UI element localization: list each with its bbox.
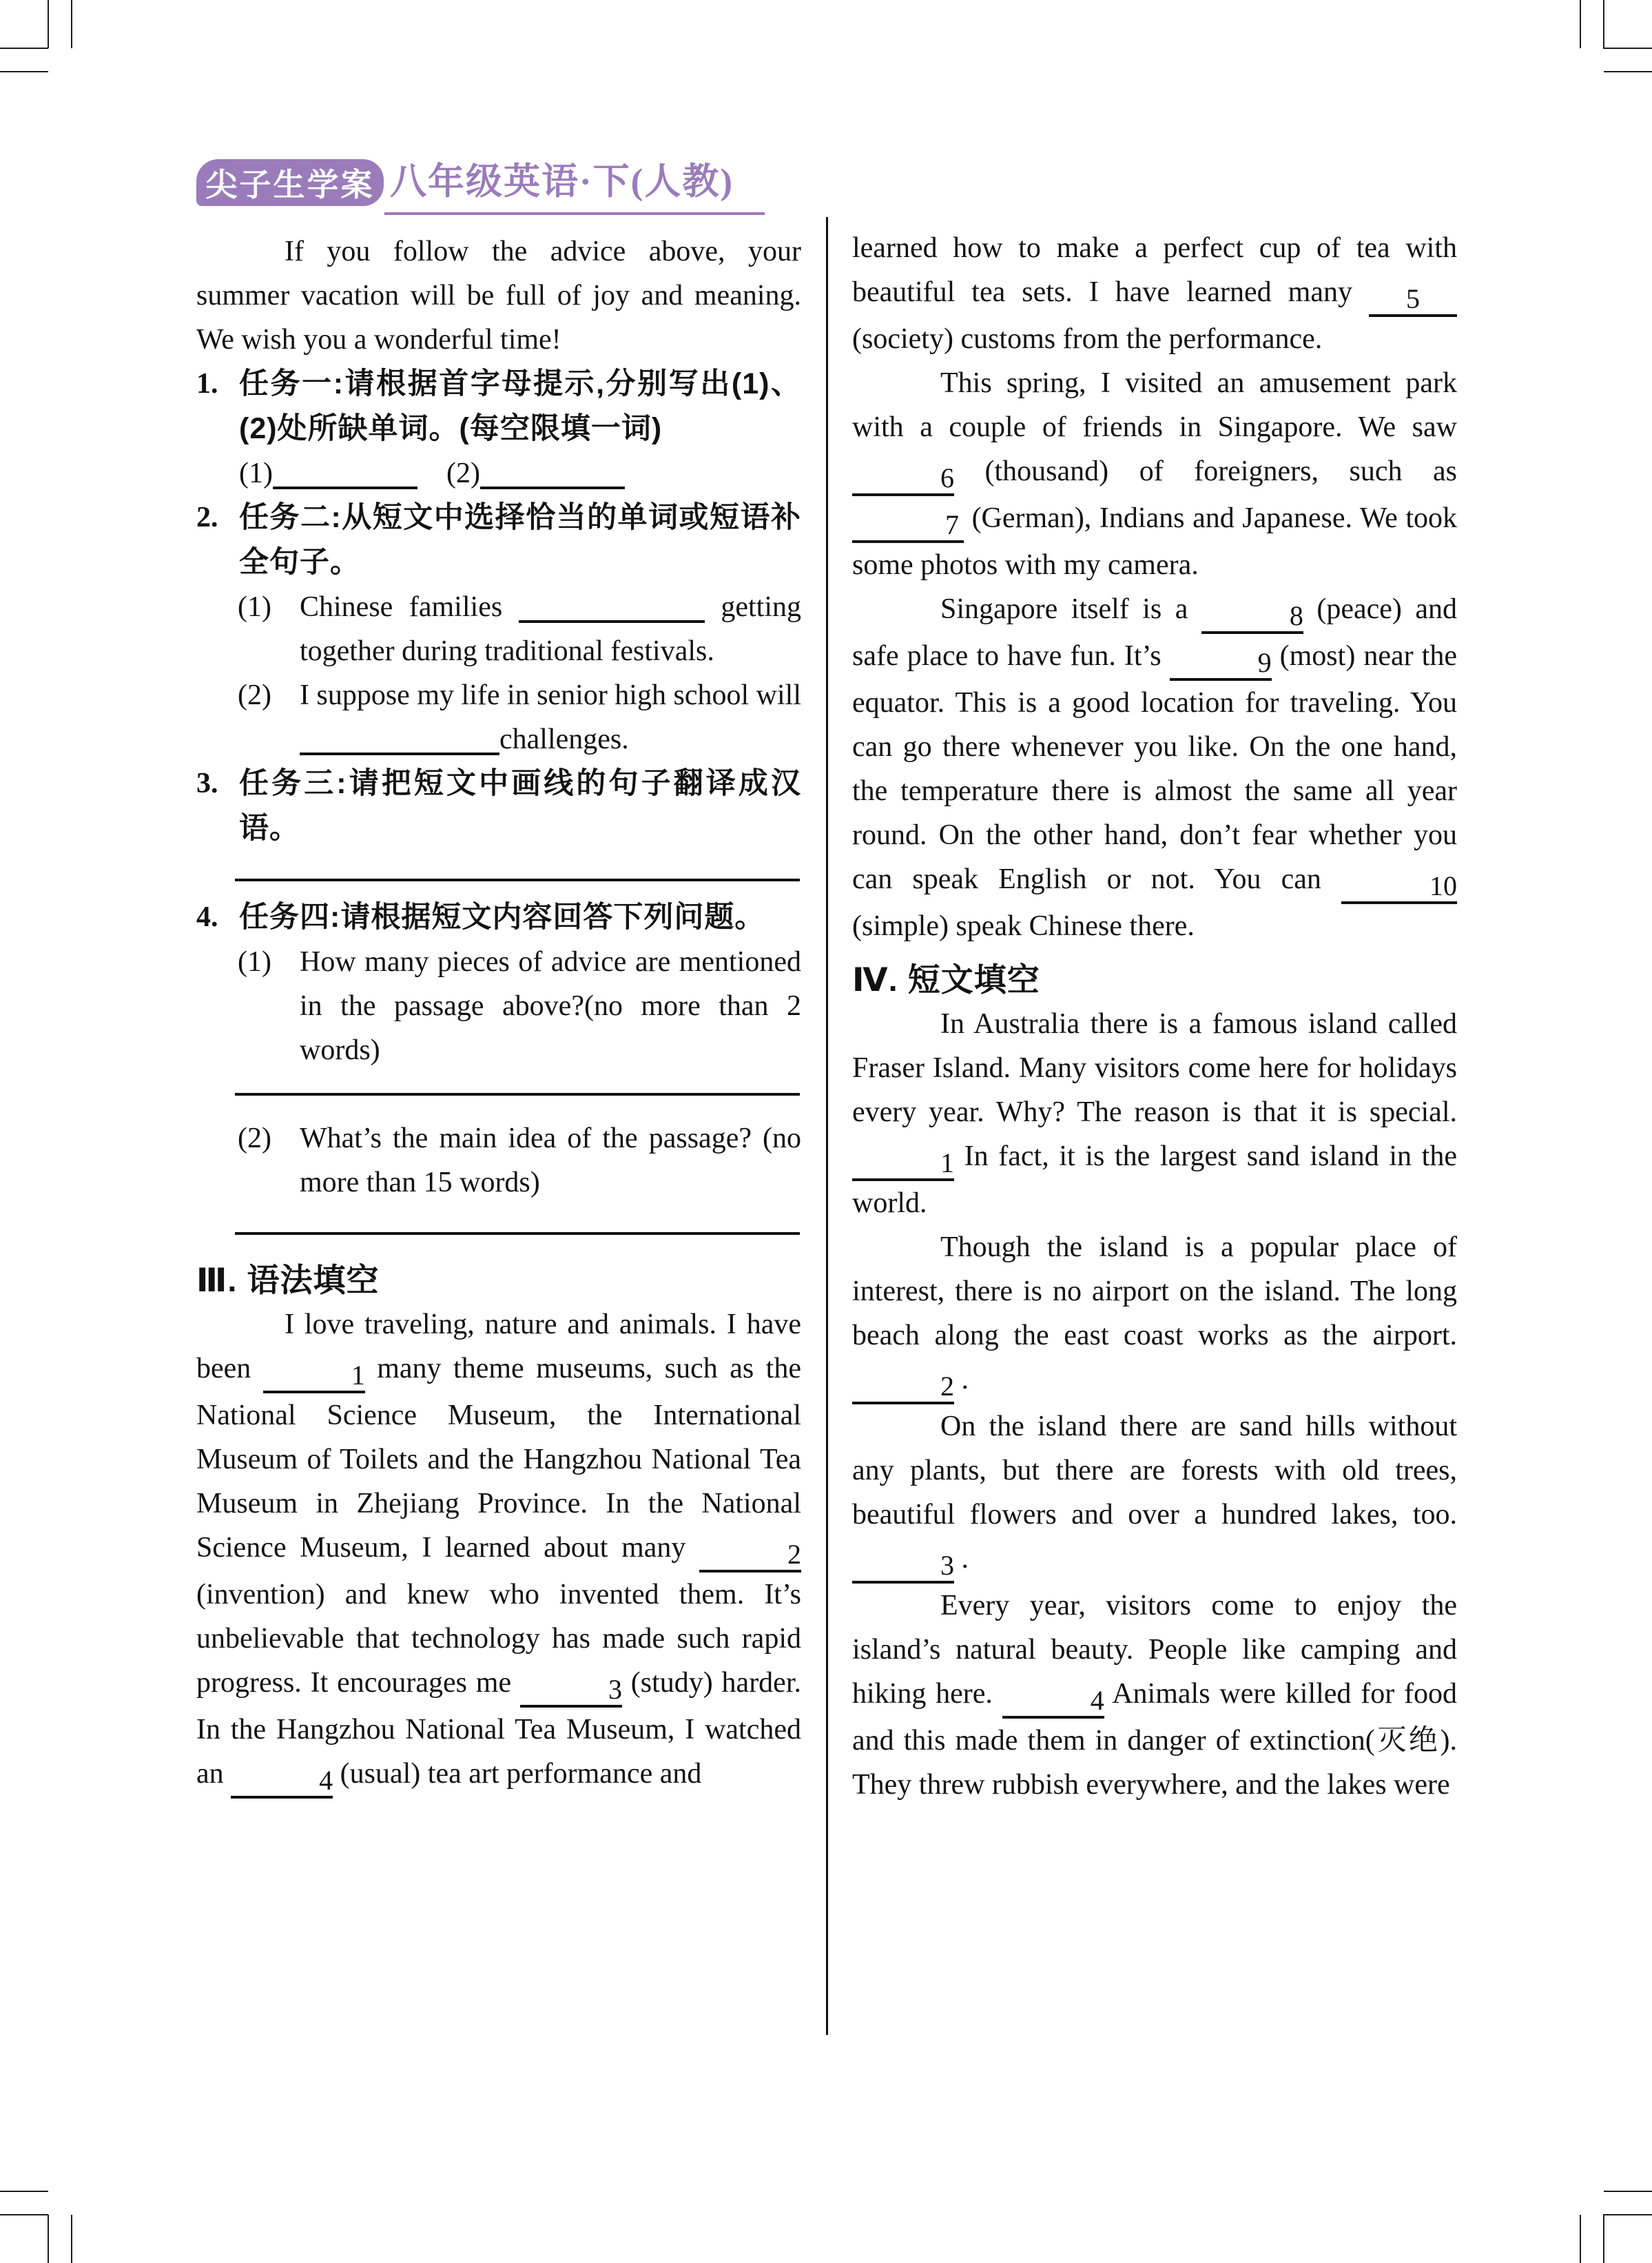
- fill-blank-6: 6: [852, 467, 954, 496]
- crop-mark-line: [1603, 48, 1652, 49]
- grammar-passage-part4: Singapore itself is a 8 (peace) and safe place to have fun. It’s 9 (most) near the equator. This is a good location for traveling. You can go there whenever you like. On the one hand, the temperature there is almost the same all year round. On the other hand, don’t fear whether you can speak English or not. You can 10 (simple) speak Chinese there.: [852, 593, 1457, 942]
- series-title: 八年级英语·下(人教): [390, 162, 734, 202]
- fill-blank-3: 3: [520, 1678, 622, 1708]
- fill-blank: [519, 617, 705, 623]
- fill-blank-9: 9: [1170, 651, 1272, 681]
- task-2: [196, 495, 801, 585]
- task-4-number: 4.: [196, 901, 218, 933]
- fill-blank-10: 10: [1341, 874, 1457, 904]
- item-text: I suppose my life in senior high school will challenges.: [300, 679, 801, 755]
- grammar-passage-part2: learned how to make a perfect cup of tea with beautiful tea sets. I have learned many 5 (society) customs from the performance.: [852, 232, 1457, 355]
- task-2-number: 2.: [196, 502, 218, 533]
- item-text: What’s the main idea of the passage? (no more than 15 words): [300, 1123, 801, 1198]
- crop-mark-line: [0, 2191, 48, 2192]
- crop-mark-line: [48, 0, 49, 48]
- fill-blank-1: 1: [852, 1151, 954, 1181]
- task-1-number: 1.: [196, 368, 218, 400]
- task-1: [196, 362, 801, 451]
- fill-blank-4: 4: [1002, 1689, 1104, 1719]
- fill-blank-8: 8: [1201, 604, 1303, 634]
- crop-mark-line: [0, 2214, 48, 2215]
- cloze-paragraph-4: Every year, visitors come to enjoy the island’s natural beauty. People like camping and hiking here. 4 Animals were killed for food and this made them in danger of extinction(灭绝). They threw rubbish everywhere, and the lakes were: [852, 1590, 1458, 1801]
- task-2-item-1: [196, 585, 801, 673]
- crop-mark-line: [1604, 71, 1652, 72]
- crop-mark-line: [1580, 2215, 1581, 2263]
- fill-blank-4: 4: [231, 1769, 333, 1799]
- task-4-item-1: [196, 940, 801, 1072]
- crop-mark-line: [0, 48, 48, 49]
- grammar-passage-part1: I love traveling, nature and animals. I have been 1 many theme museums, such as the National Science Museum, the International Museum of Toilets and the Hangzhou National Tea Museum in Zhejiang Province. In the National Science Museum, I learned about many 2 (invention) and knew who invented them. It’s unbelievable that technology has made such rapid progress. It encourages me 3 (study) harder. In the Hangzhou National Tea Museum, I watched an 4 (usual) tea art performance and: [196, 1302, 801, 1799]
- fill-blank-2: 2: [699, 1543, 801, 1573]
- left-column: [196, 229, 801, 1799]
- fill-blank: [300, 749, 499, 755]
- cloze-paragraph-1: In Australia there is a famous island called Fraser Island. Many visitors come here for holidays every year. Why? The reason is that it is special. 1 In fact, it is the largest sand island in the world.: [852, 1008, 1457, 1219]
- grammar-passage-part3: This spring, I visited an amusement park with a couple of friends in Singapore. We saw 6 (thousand) of foreigners, such as 7 (German), Indians and Japanese. We took some photos with my camera.: [852, 367, 1457, 581]
- task-4-instruction: 任务四:请根据短文内容回答下列问题。: [239, 901, 765, 934]
- answer-line-task3: [196, 851, 801, 895]
- item-label: (2): [238, 1123, 271, 1154]
- brand-badge: [196, 159, 384, 206]
- fill-blank-2: 2: [852, 1375, 954, 1404]
- task-4: [196, 895, 801, 940]
- crop-mark-line: [1603, 0, 1604, 48]
- crop-mark-line: [1603, 2215, 1604, 2263]
- right-column: [852, 226, 1457, 1807]
- crop-mark-line: [48, 2215, 49, 2263]
- task-2-instruction: 任务二:从短文中选择恰当的单词或短语补全句子。: [239, 501, 801, 579]
- fill-blank: [480, 483, 625, 489]
- section-heading-passage-cloze: Ⅳ. 短文填空: [852, 961, 1040, 998]
- fill-blank-3: 3: [852, 1554, 954, 1584]
- fill-blank-5: 5: [1369, 287, 1457, 317]
- item-text: Chinese families getting together during traditional festivals.: [300, 591, 801, 667]
- crop-mark-line: [1603, 2214, 1652, 2215]
- task-1-blank-fields: (1) (2): [196, 451, 801, 495]
- column-divider: [826, 217, 828, 2035]
- fill-blank-7: 7: [852, 513, 964, 543]
- task-3-number: 3.: [196, 768, 218, 799]
- cloze-paragraph-3: On the island there are sand hills without any plants, but there are forests with old trees, beautiful flowers and over a hundred lakes, too. 3 .: [852, 1404, 1457, 1584]
- answer-line-question2: [196, 1205, 801, 1249]
- task-2-item-2: [196, 673, 801, 761]
- answer-line-question1: [196, 1072, 801, 1116]
- cloze-paragraph-2: Though the island is a popular place of interest, there is no airport on the island. The long beach along the east coast works as the airport. 2 .: [852, 1225, 1457, 1404]
- crop-mark-line: [0, 71, 48, 72]
- fill-blank-1: 1: [263, 1364, 365, 1393]
- intro-paragraph: If you follow the advice above, your summer vacation will be full of joy and meaning. We wish you a wonderful time!: [196, 236, 801, 356]
- item-label: (1): [238, 591, 271, 623]
- task-3-instruction: 任务三:请把短文中画线的句子翻译成汉语。: [239, 767, 801, 845]
- item-label: (1): [238, 946, 271, 978]
- crop-mark-line: [1604, 2191, 1652, 2192]
- fill-blank: [273, 483, 417, 489]
- series-title-underline: [384, 212, 765, 215]
- section-heading-grammar-cloze: Ⅲ. 语法填空: [196, 1262, 380, 1298]
- task-1-instruction: 任务一:请根据首字母提示,分别写出(1)、(2)处所缺单词。(每空限填一词): [239, 367, 801, 445]
- task-4-item-2: [196, 1116, 801, 1205]
- item-text: How many pieces of advice are mentioned in the passage above?(no more than 2 words): [300, 946, 801, 1066]
- brand-badge-label: 尖子生学案: [205, 167, 375, 203]
- crop-mark-line: [71, 2215, 72, 2263]
- item-label: (2): [238, 679, 271, 711]
- crop-mark-line: [71, 0, 72, 48]
- task-3: [196, 761, 801, 851]
- crop-mark-line: [1580, 0, 1581, 48]
